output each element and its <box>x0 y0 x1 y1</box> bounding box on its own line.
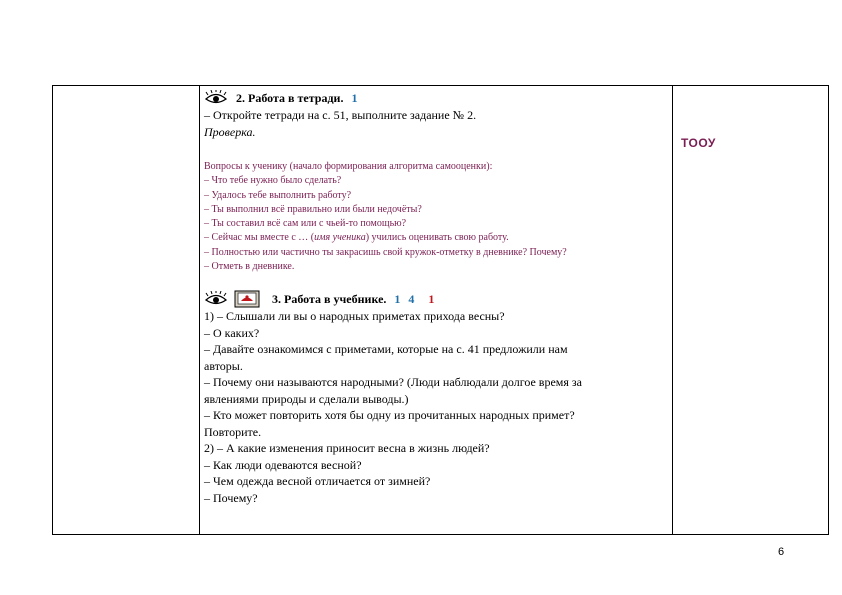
eye-icon <box>204 90 228 106</box>
section3-heading <box>204 290 666 308</box>
section3-level-2: 4 <box>408 291 415 306</box>
question-together <box>204 231 666 245</box>
question-item: – Удалось тебе выполнить работу? <box>204 189 352 201</box>
right-column <box>673 86 829 534</box>
question-item: – Полностью или частично ты закрасишь свой кружок-отметку в дневнике? Почему? <box>204 246 567 258</box>
section3-line: – О каких? <box>204 325 260 340</box>
section3-line: – Давайте ознакомимся с приметами, которые на с. 41 предложили нам <box>204 342 568 357</box>
together-italic: имя ученика <box>314 232 366 244</box>
question-item: – Ты составил всё сам или с чьей-то помощью? <box>204 218 407 230</box>
section3-level-3: 1 <box>428 291 435 306</box>
section2-line: – Откройте тетради на с. 51, выполните задание № 2. <box>204 108 477 122</box>
question-item: – Что тебе нужно было сделать? <box>204 175 342 187</box>
question-item: – Ты выполнил всё правильно или были недочёты? <box>204 203 422 215</box>
section3-line: – Почему? <box>204 490 258 505</box>
questions-intro: Вопросы к ученику (начало формирования алгоритма самооценки): <box>204 161 493 172</box>
textbook-icon <box>234 290 260 308</box>
section3-line: явлениями природы и сделали выводы.) <box>204 391 409 406</box>
section3-line: авторы. <box>204 358 243 373</box>
section3-line: – Почему они называются народными? (Люди наблюдали долгое время за <box>204 375 582 390</box>
lesson-table <box>52 85 829 535</box>
section3-level-1: 1 <box>394 291 401 306</box>
section2-heading <box>204 89 666 107</box>
together-before: – Сейчас мы вместе с … ( <box>204 232 315 244</box>
eye-icon <box>204 291 228 307</box>
section3-title: 3. Работа в учебнике. <box>272 291 387 306</box>
section3-line: Повторите. <box>204 424 262 439</box>
section3-line: – Чем одежда весной отличается от зимней? <box>204 474 431 489</box>
question-item: – Отметь в дневнике. <box>204 261 295 273</box>
section2-check: Проверка. <box>204 124 256 139</box>
section2-title: 2. Работа в тетради. <box>236 90 344 105</box>
section3-line: 2) – А какие изменения приносит весна в жизнь людей? <box>204 441 490 456</box>
section3-line: 1) – Слышали ли вы о народных приметах прихода весны? <box>204 309 505 324</box>
main-column <box>200 86 670 534</box>
section3-line: – Кто может повторить хотя бы одну из прочитанных народных примет? <box>204 408 575 423</box>
together-after: ) учились оценивать свою работу. <box>365 232 509 244</box>
section2-level: 1 <box>351 90 358 105</box>
page-number: 6 <box>778 546 785 558</box>
tooy-label: ТООУ <box>681 136 716 150</box>
section3-line: – Как люди одеваются весной? <box>204 457 362 472</box>
